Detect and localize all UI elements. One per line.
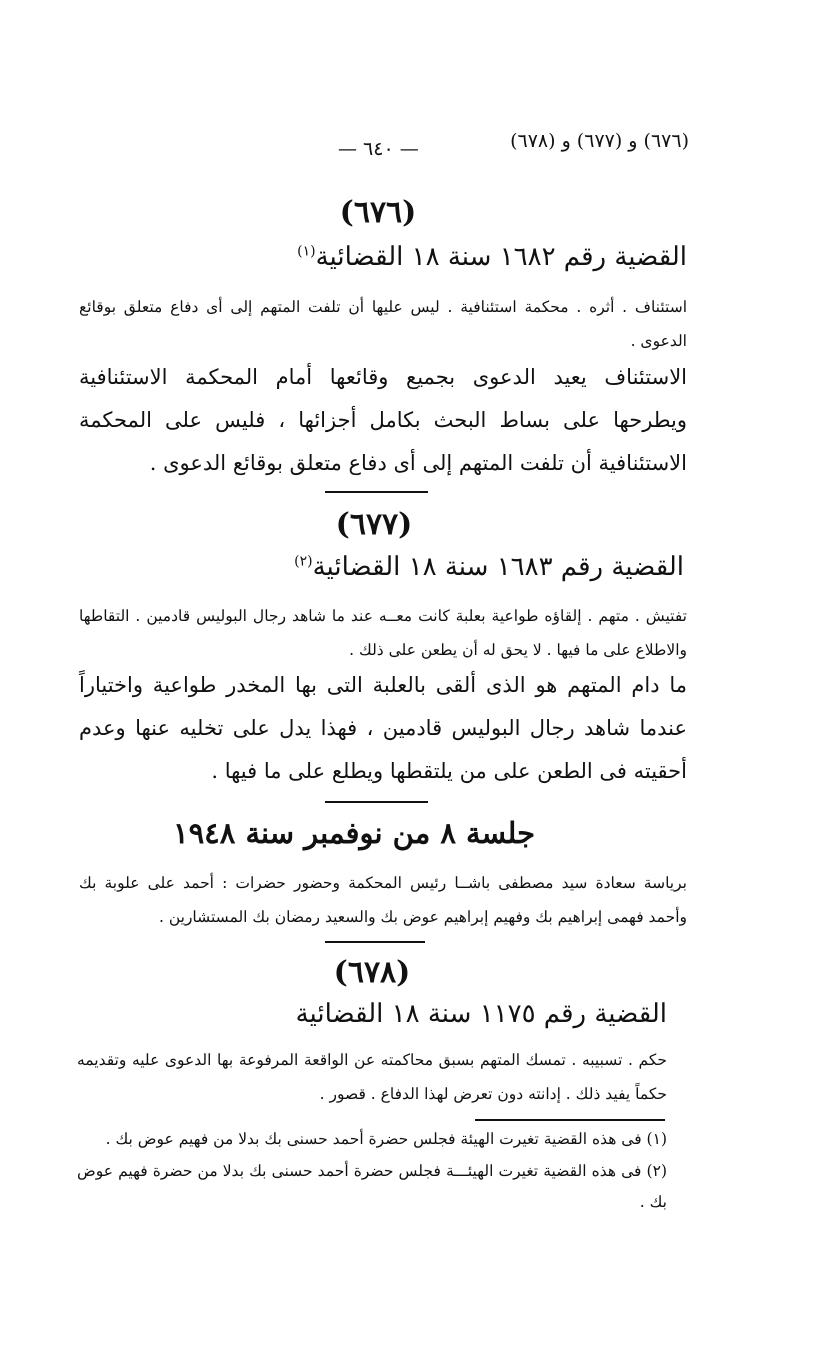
section-divider (325, 491, 428, 493)
section-divider (325, 801, 428, 803)
session-presidency: برياسة سعادة سيد مصطفى باشــا رئيس المحكمة وحضور حضرات : أحمد على علوبة بك وأحمد فهمى إبراهيم بك وفهيم إبراهيم عوض بك والسعيد رمضان بك المستشارين . (79, 874, 687, 926)
case-title-676 (297, 242, 687, 272)
case-body-676: الاستئناف يعيد الدعوى بجميع وقائعها أمام المحكمة الاستئنافية ويطرحها على بساط البحث بكامل أجزائها ، فليس على المحكمة الاستئنافية أن تلفت المتهم إلى أى دفاع متعلق بوقائع الدعوى . (79, 365, 687, 475)
case-title-text: القضية رقم ١٦٨٣ سنة ١٨ القضائية (312, 552, 684, 582)
case-title-678: القضية رقم ١١٧٥ سنة ١٨ القضائية (295, 999, 667, 1029)
page-number: — ٦٤٠ — (338, 138, 419, 160)
footnote-1: (١) فى هذه القضية تغيرت الهيئة فجلس حضرة أحمد حسنى بك بدلا من فهيم عوض بك . (105, 1130, 667, 1148)
case-title-677 (294, 552, 684, 582)
section-divider (325, 941, 425, 943)
case-body-677: ما دام المتهم هو الذى ألقى بالعلبة التى بها المخدر طواعية واختياراً عندما شاهد رجال البوليس قادمين ، فهذا يدل على تخليه عنها وعدم أحقيته فى الطعن على من يلتقطها ويطلع على ما فيها . (79, 673, 687, 783)
case-title-text: القضية رقم ١٦٨٢ سنة ١٨ القضائية (315, 242, 687, 272)
session-heading: جلسة ٨ من نوفمبر سنة ١٩٤٨ (173, 816, 535, 850)
footnote-rule (475, 1119, 665, 1121)
case-summary-676: استئناف . أثره . محكمة استئنافية . ليس عليها أن تلفت المتهم إلى أى دفاع متعلق بوقائع الدعوى . (79, 298, 687, 350)
case-summary-678: حكم . تسبيبه . تمسك المتهم بسبق محاكمته عن الواقعة المرفوعة بها الدعوى عليه وتقديمه حكماً يفيد ذلك . إدانته دون تعرض لهذا الدفاع . قصور . (77, 1051, 667, 1103)
footnote-mark-2: (٢) (294, 553, 313, 570)
case-number-676: (٦٧٦) (339, 195, 417, 230)
case-number-677: (٦٧٧) (335, 507, 413, 542)
running-head: (٦٧٦) و (٦٧٧) و (٦٧٨) (510, 130, 689, 152)
case-summary-677: تفتيش . متهم . إلقاؤه طواعية بعلبة كانت معــه عند ما شاهد رجال البوليس قادمين . التقاطها والاطلاع على ما فيها . لا يحق له أن يطعن على ذلك . (79, 607, 687, 659)
footnote-mark-1: (١) (297, 243, 316, 260)
case-number-678: (٦٧٨) (333, 955, 411, 990)
footnote-2: (٢) فى هذه القضية تغيرت الهيئـــة فجلس حضرة أحمد حسنى بك بدلا من حضرة فهيم عوض بك . (77, 1162, 667, 1211)
